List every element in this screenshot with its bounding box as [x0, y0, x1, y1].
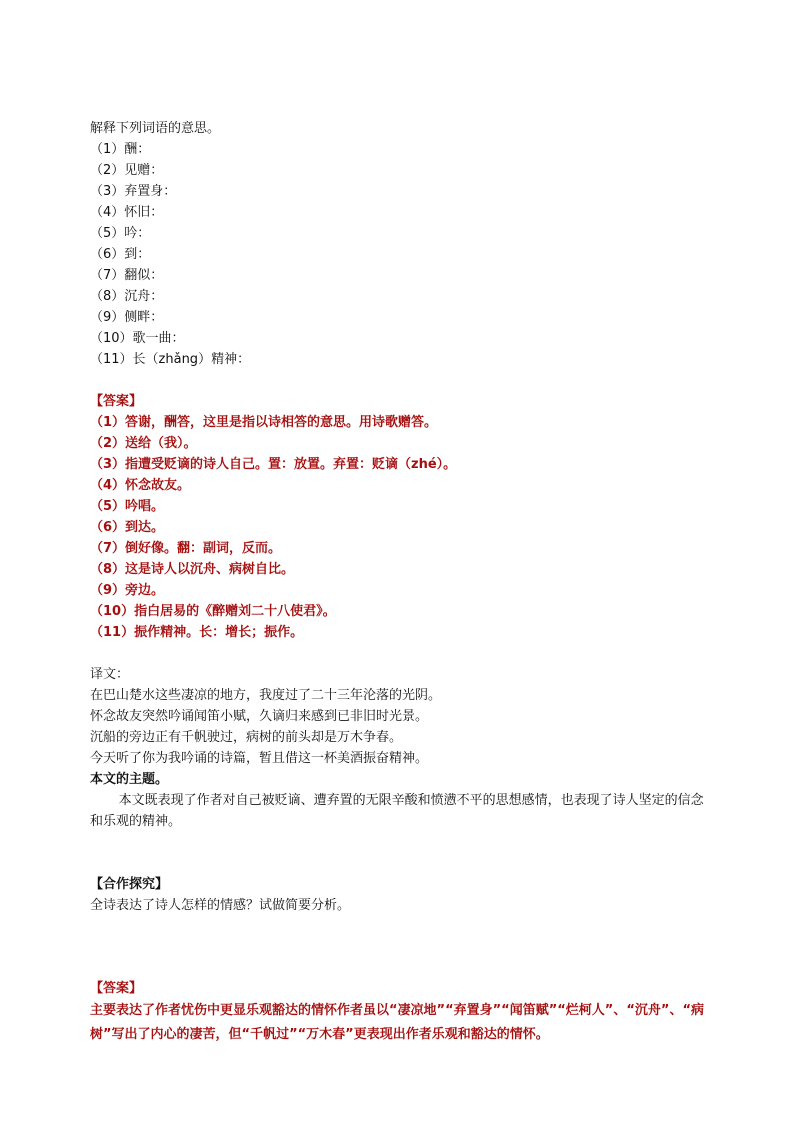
spacer — [90, 643, 710, 664]
question-item: （8）沉舟： — [90, 289, 164, 304]
answer-item: （10）指白居易的《醉赠刘二十八使君》。 — [90, 604, 336, 619]
question-item: （11）长（zhǎng）精神： — [90, 352, 251, 367]
translation-line: 在巴山楚水这些凄凉的地方，我度过了二十三年沦落的光阴。 — [90, 688, 442, 703]
theme-paragraph: 本文既表现了作者对自己被贬谪、遭弃置的无限辛酸和愤懑不平的思想感情，也表现了诗人坚定的信念和乐观的精神。 — [90, 793, 704, 829]
answer-item: （4）怀念故友。 — [90, 478, 191, 493]
question-item: （3）弃置身： — [90, 184, 177, 199]
question-item: （1）酬： — [90, 142, 151, 157]
question-item: （5）吟： — [90, 226, 151, 241]
answer-item: （9）旁边。 — [90, 583, 165, 598]
answer-item: （5）吟唱。 — [90, 499, 165, 514]
answer2-label: 【答案】 — [90, 981, 143, 996]
document-page — [90, 118, 710, 1047]
question-item: （2）见赠： — [90, 163, 164, 178]
theme-heading: 本文的主题。 — [90, 772, 169, 787]
answer-list — [90, 412, 710, 643]
answer-label: 【答案】 — [90, 394, 143, 409]
question-item: （6）到： — [90, 247, 151, 262]
translation-line: 今天听了你为我吟诵的诗篇，暂且借这一杯美酒振奋精神。 — [90, 751, 429, 766]
answer-item: （6）到达。 — [90, 520, 165, 535]
spacer — [90, 370, 710, 391]
answer-item: （2）送给（我）。 — [90, 436, 197, 451]
question-item: （7）翻似： — [90, 268, 164, 283]
translation-line: 怀念故友突然吟诵闻笛小赋，久谪归来感到已非旧时光景。 — [90, 709, 429, 724]
question-item: （10）歌一曲： — [90, 331, 185, 346]
spacer — [90, 832, 710, 874]
answer-item: （7）倒好像。翻：副词，反而。 — [90, 541, 282, 556]
translation-label: 译文： — [90, 667, 130, 682]
question-title: 解释下列词语的意思。 — [90, 121, 221, 136]
explore-heading: 【合作探究】 — [90, 877, 169, 892]
explore-question: 全诗表达了诗人怎样的情感？试做简要分析。 — [90, 898, 351, 913]
question-item: （9）侧畔： — [90, 310, 164, 325]
translation-line: 沉船的旁边正有千帆驶过，病树的前头却是万木争春。 — [90, 730, 403, 745]
answer2-text: 主要表达了作者忧伤中更显乐观豁达的情怀作者虽以“凄凉地”“弃置身”“闻笛赋”“烂柯人”、“沉舟”、“病树”写出了内心的凄苦，但“千帆过”“万木春”更表现出作者乐观和豁达的情怀。 — [90, 1003, 704, 1042]
spacer — [90, 916, 710, 978]
question-item: （4）怀旧： — [90, 205, 164, 220]
answer-item: （1）答谢，酬答，这里是指以诗相答的意思。用诗歌赠答。 — [90, 415, 438, 430]
answer-item: （11）振作精神。长：增长；振作。 — [90, 625, 304, 640]
question-list — [90, 139, 710, 370]
answer-item: （3）指遭受贬谪的诗人自己。置：放置。弃置：贬谪（zhé）。 — [90, 457, 457, 472]
answer-item: （8）这是诗人以沉舟、病树自比。 — [90, 562, 295, 577]
